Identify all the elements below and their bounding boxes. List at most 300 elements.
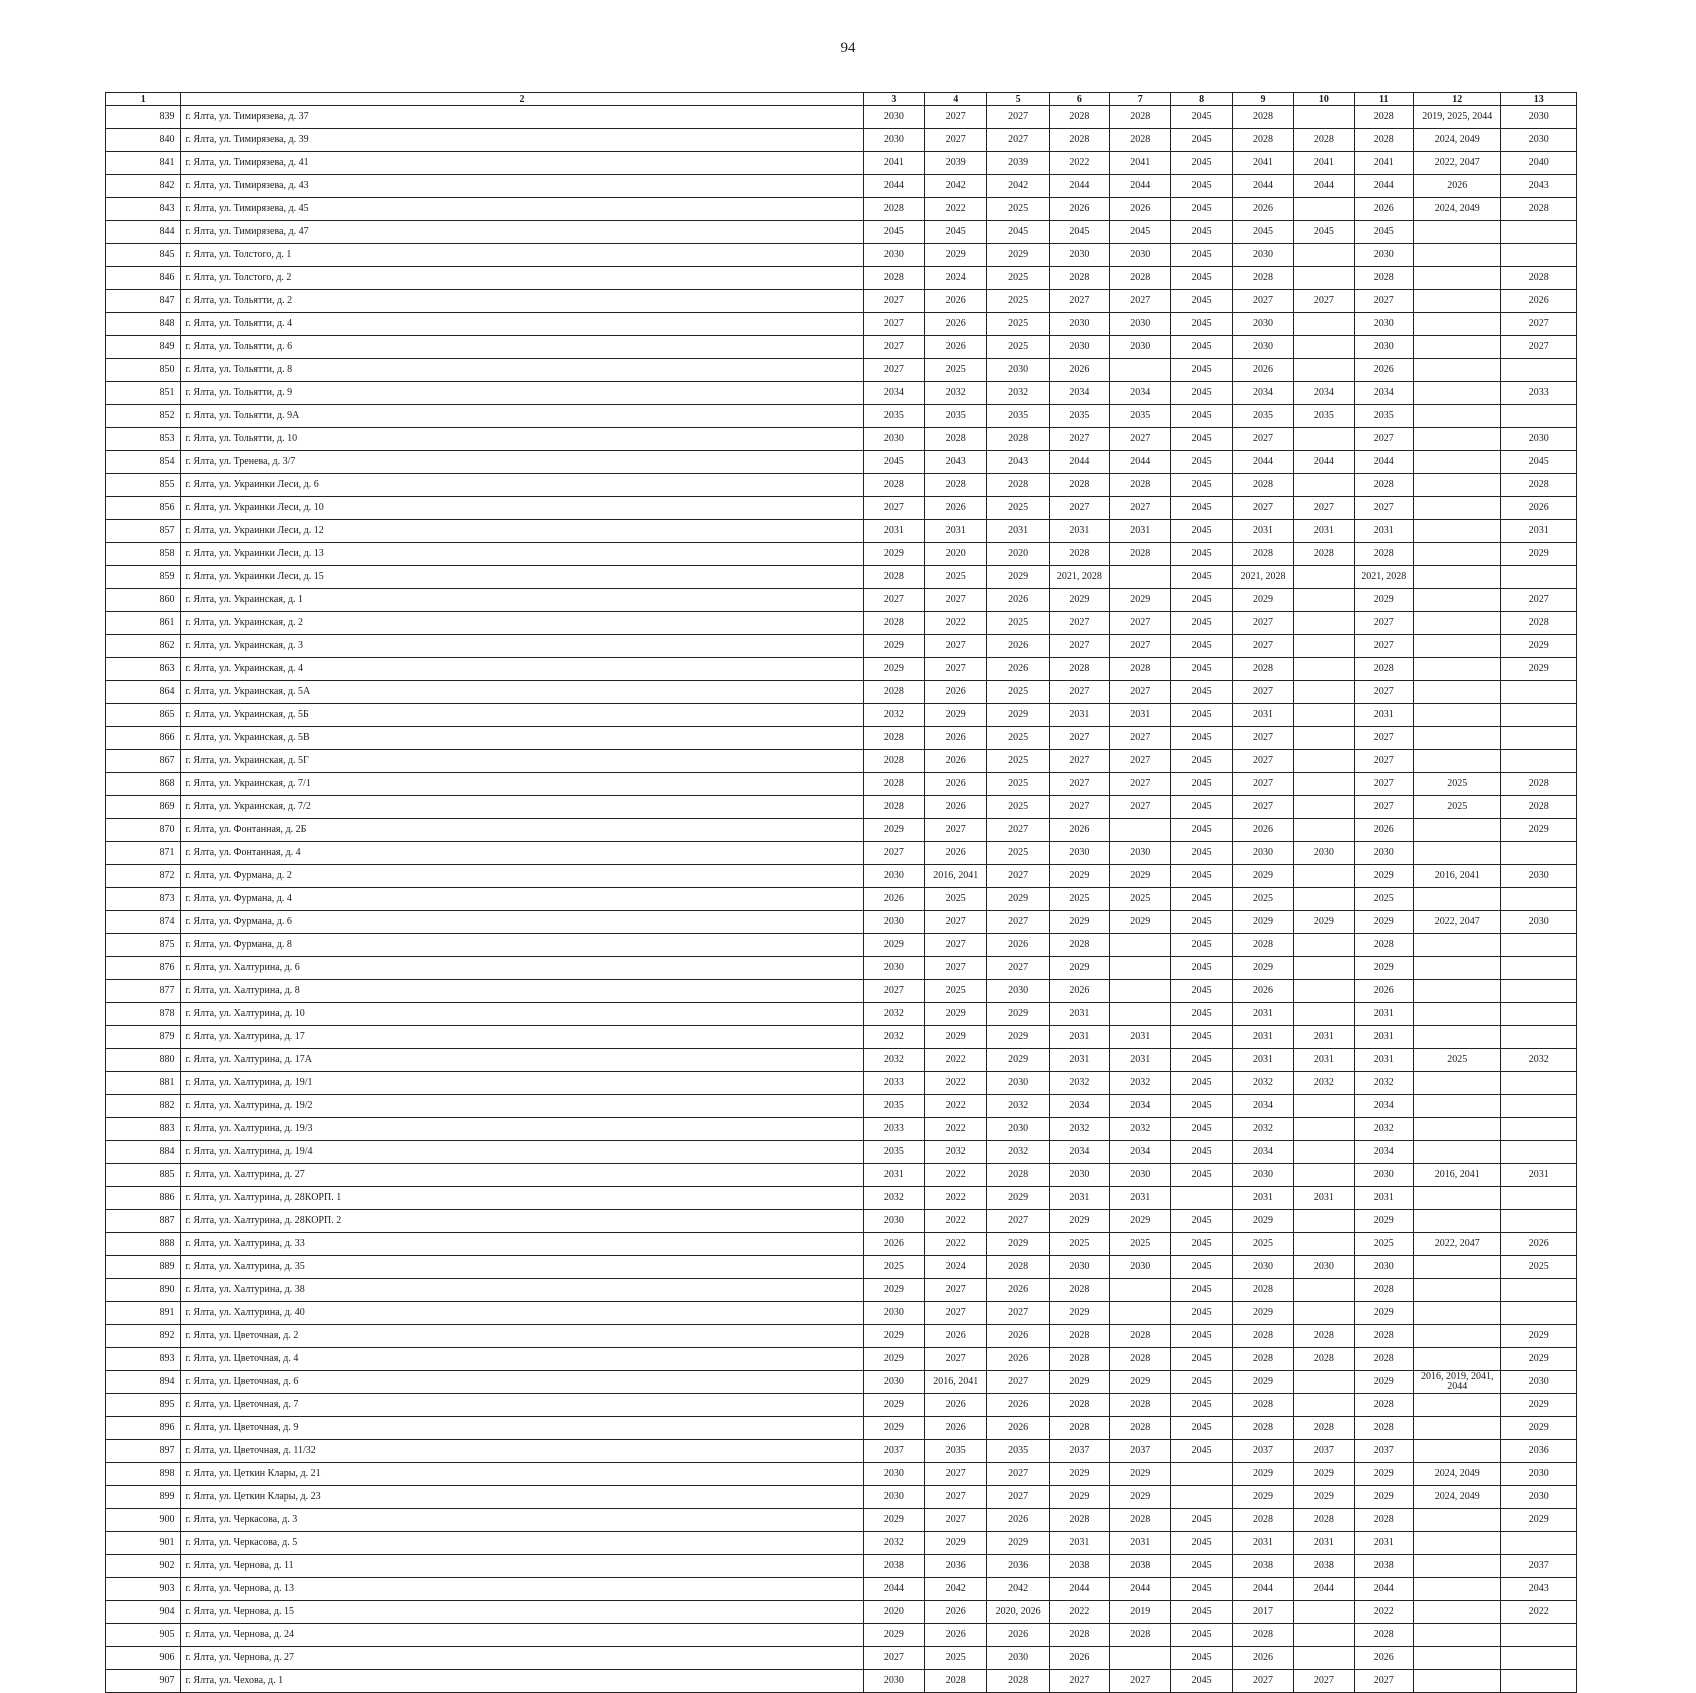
year-cell bbox=[1413, 474, 1501, 497]
year-cell: 2026 bbox=[1049, 198, 1109, 221]
year-cell: 2027 bbox=[925, 106, 987, 129]
year-cell bbox=[1413, 1003, 1501, 1026]
year-cell: 2045 bbox=[1171, 934, 1232, 957]
year-cell: 2045 bbox=[1171, 658, 1232, 681]
year-cell: 2028 bbox=[1049, 1624, 1109, 1647]
year-cell bbox=[1294, 727, 1354, 750]
year-cell: 2027 bbox=[925, 589, 987, 612]
year-cell bbox=[1413, 497, 1501, 520]
year-cell: 2031 bbox=[1049, 1003, 1109, 1026]
year-cell: 2030 bbox=[1232, 1256, 1293, 1279]
row-number-cell: 849 bbox=[106, 336, 181, 359]
address-cell: г. Ялта, ул. Халтурина, д. 17 bbox=[181, 1026, 863, 1049]
year-cell: 2029 bbox=[1049, 1302, 1109, 1325]
row-number-cell: 897 bbox=[106, 1440, 181, 1463]
row-number-cell: 870 bbox=[106, 819, 181, 842]
table-row bbox=[106, 1509, 1577, 1532]
year-cell: 2045 bbox=[1171, 543, 1232, 566]
year-cell bbox=[1294, 888, 1354, 911]
page-number: 94 bbox=[840, 40, 856, 56]
year-cell: 2030 bbox=[1501, 129, 1577, 152]
year-cell: 2027 bbox=[1049, 428, 1109, 451]
table-row bbox=[106, 681, 1577, 704]
year-cell bbox=[1110, 819, 1171, 842]
year-cell: 2020, 2026 bbox=[987, 1601, 1049, 1624]
year-cell bbox=[1501, 244, 1577, 267]
year-cell bbox=[1501, 681, 1577, 704]
year-cell bbox=[1294, 244, 1354, 267]
row-number-cell: 902 bbox=[106, 1555, 181, 1578]
year-cell: 2035 bbox=[1232, 405, 1293, 428]
row-number-cell: 841 bbox=[106, 152, 181, 175]
year-cell bbox=[1294, 658, 1354, 681]
year-cell: 2034 bbox=[1354, 1141, 1413, 1164]
year-cell: 2027 bbox=[1354, 290, 1413, 313]
year-cell: 2045 bbox=[1171, 405, 1232, 428]
table-row bbox=[106, 543, 1577, 566]
year-cell: 2045 bbox=[1232, 221, 1293, 244]
year-cell: 2021, 2028 bbox=[1049, 566, 1109, 589]
year-cell: 2020 bbox=[925, 543, 987, 566]
year-cell: 2037 bbox=[1049, 1440, 1109, 1463]
table-row bbox=[106, 888, 1577, 911]
year-cell bbox=[1413, 1118, 1501, 1141]
year-cell: 2029 bbox=[1232, 1463, 1293, 1486]
row-number-cell: 901 bbox=[106, 1532, 181, 1555]
address-cell: г. Ялта, ул. Черкасова, д. 3 bbox=[181, 1509, 863, 1532]
year-cell: 2045 bbox=[863, 221, 924, 244]
table-row bbox=[106, 359, 1577, 382]
year-cell: 2027 bbox=[1049, 612, 1109, 635]
year-cell: 2045 bbox=[1171, 198, 1232, 221]
year-cell: 2045 bbox=[1049, 221, 1109, 244]
row-number-cell: 878 bbox=[106, 1003, 181, 1026]
year-cell: 2025 bbox=[1232, 1233, 1293, 1256]
year-cell: 2035 bbox=[863, 405, 924, 428]
year-cell: 2028 bbox=[1501, 796, 1577, 819]
year-cell bbox=[1413, 957, 1501, 980]
year-cell bbox=[1501, 1624, 1577, 1647]
year-cell: 2022 bbox=[1501, 1601, 1577, 1624]
row-number-cell: 899 bbox=[106, 1486, 181, 1509]
year-cell: 2027 bbox=[863, 359, 924, 382]
year-cell: 2030 bbox=[863, 1210, 924, 1233]
year-cell: 2037 bbox=[1110, 1440, 1171, 1463]
year-cell: 2032 bbox=[1501, 1049, 1577, 1072]
row-number-cell: 883 bbox=[106, 1118, 181, 1141]
year-cell: 2031 bbox=[1354, 1003, 1413, 1026]
year-cell: 2030 bbox=[987, 1647, 1049, 1670]
year-cell: 2030 bbox=[987, 1118, 1049, 1141]
year-cell: 2029 bbox=[925, 1532, 987, 1555]
year-cell: 2022 bbox=[925, 198, 987, 221]
year-cell bbox=[1413, 888, 1501, 911]
year-cell: 2029 bbox=[925, 244, 987, 267]
year-cell: 2034 bbox=[1232, 1095, 1293, 1118]
year-cell bbox=[1413, 382, 1501, 405]
year-cell: 2035 bbox=[987, 405, 1049, 428]
year-cell bbox=[1294, 1164, 1354, 1187]
year-cell: 2045 bbox=[1171, 497, 1232, 520]
year-cell: 2026 bbox=[987, 658, 1049, 681]
year-cell: 2028 bbox=[987, 1164, 1049, 1187]
row-number-cell: 886 bbox=[106, 1187, 181, 1210]
year-cell bbox=[1501, 1302, 1577, 1325]
year-cell bbox=[1413, 520, 1501, 543]
year-cell: 2042 bbox=[987, 1578, 1049, 1601]
year-cell: 2029 bbox=[1294, 1486, 1354, 1509]
year-cell: 2030 bbox=[1232, 842, 1293, 865]
year-cell: 2028 bbox=[987, 474, 1049, 497]
year-cell: 2027 bbox=[925, 1302, 987, 1325]
year-cell: 2041 bbox=[1232, 152, 1293, 175]
year-cell: 2025 bbox=[987, 336, 1049, 359]
year-cell: 2030 bbox=[1110, 336, 1171, 359]
year-cell: 2045 bbox=[1171, 635, 1232, 658]
year-cell: 2028 bbox=[863, 566, 924, 589]
year-cell: 2034 bbox=[1110, 1141, 1171, 1164]
year-cell: 2034 bbox=[1049, 1141, 1109, 1164]
year-cell: 2045 bbox=[1171, 474, 1232, 497]
row-number-cell: 888 bbox=[106, 1233, 181, 1256]
table-row bbox=[106, 1486, 1577, 1509]
row-number-cell: 853 bbox=[106, 428, 181, 451]
year-cell: 2028 bbox=[1110, 106, 1171, 129]
address-cell: г. Ялта, ул. Халтурина, д. 33 bbox=[181, 1233, 863, 1256]
year-cell bbox=[1501, 1187, 1577, 1210]
table-row bbox=[106, 865, 1577, 888]
year-cell: 2027 bbox=[1354, 1670, 1413, 1693]
year-cell: 2028 bbox=[1232, 1348, 1293, 1371]
year-cell: 2038 bbox=[1049, 1555, 1109, 1578]
year-cell: 2028 bbox=[925, 1670, 987, 1693]
year-cell: 2028 bbox=[863, 773, 924, 796]
year-cell: 2028 bbox=[1049, 1279, 1109, 1302]
year-cell: 2031 bbox=[1354, 520, 1413, 543]
row-number-cell: 892 bbox=[106, 1325, 181, 1348]
year-cell: 2026 bbox=[925, 290, 987, 313]
year-cell: 2027 bbox=[987, 1210, 1049, 1233]
table-row bbox=[106, 1555, 1577, 1578]
year-cell: 2026 bbox=[1354, 819, 1413, 842]
row-number-cell: 867 bbox=[106, 750, 181, 773]
year-cell: 2027 bbox=[1501, 589, 1577, 612]
year-cell: 2027 bbox=[1110, 635, 1171, 658]
year-cell: 2045 bbox=[1171, 1118, 1232, 1141]
year-cell bbox=[1501, 566, 1577, 589]
year-cell bbox=[1294, 819, 1354, 842]
year-cell: 2028 bbox=[1232, 267, 1293, 290]
year-cell bbox=[1413, 543, 1501, 566]
year-cell bbox=[1294, 1601, 1354, 1624]
year-cell: 2045 bbox=[1110, 221, 1171, 244]
year-cell bbox=[1294, 773, 1354, 796]
row-number-cell: 903 bbox=[106, 1578, 181, 1601]
year-cell: 2029 bbox=[863, 1624, 924, 1647]
address-cell: г. Ялта, ул. Украинская, д. 4 bbox=[181, 658, 863, 681]
year-cell: 2038 bbox=[1232, 1555, 1293, 1578]
year-cell: 2043 bbox=[1501, 175, 1577, 198]
year-cell: 2045 bbox=[1171, 842, 1232, 865]
year-cell: 2030 bbox=[1501, 106, 1577, 129]
year-cell: 2026 bbox=[1354, 198, 1413, 221]
year-cell: 2045 bbox=[1171, 267, 1232, 290]
year-cell: 2022 bbox=[925, 1210, 987, 1233]
table-row bbox=[106, 520, 1577, 543]
year-cell: 2026 bbox=[925, 313, 987, 336]
year-cell: 2034 bbox=[1294, 382, 1354, 405]
year-cell bbox=[1294, 313, 1354, 336]
year-cell: 2032 bbox=[1354, 1118, 1413, 1141]
row-number-cell: 842 bbox=[106, 175, 181, 198]
year-cell: 2030 bbox=[1501, 1486, 1577, 1509]
year-cell: 2026 bbox=[987, 589, 1049, 612]
year-cell: 2030 bbox=[987, 980, 1049, 1003]
year-cell: 2037 bbox=[1354, 1440, 1413, 1463]
year-cell: 2026 bbox=[925, 842, 987, 865]
year-cell bbox=[1413, 428, 1501, 451]
year-cell bbox=[1413, 1095, 1501, 1118]
address-cell: г. Ялта, ул. Украинская, д. 7/2 bbox=[181, 796, 863, 819]
table-row bbox=[106, 313, 1577, 336]
year-cell: 2045 bbox=[1171, 1509, 1232, 1532]
year-cell: 2028 bbox=[1354, 129, 1413, 152]
row-number-cell: 845 bbox=[106, 244, 181, 267]
year-cell: 2030 bbox=[1501, 865, 1577, 888]
year-cell: 2045 bbox=[1171, 221, 1232, 244]
year-cell: 2025 bbox=[1413, 1049, 1501, 1072]
year-cell: 2027 bbox=[925, 1348, 987, 1371]
year-cell: 2026 bbox=[1501, 1233, 1577, 1256]
year-cell bbox=[1413, 1532, 1501, 1555]
year-cell: 2029 bbox=[1501, 635, 1577, 658]
column-header: 12 bbox=[1413, 93, 1501, 106]
year-cell: 2027 bbox=[1110, 428, 1171, 451]
year-cell bbox=[1294, 1371, 1354, 1394]
year-cell: 2034 bbox=[1354, 1095, 1413, 1118]
year-cell: 2028 bbox=[1049, 934, 1109, 957]
table-row bbox=[106, 474, 1577, 497]
year-cell bbox=[1294, 566, 1354, 589]
year-cell: 2028 bbox=[1049, 267, 1109, 290]
year-cell: 2045 bbox=[1171, 681, 1232, 704]
table-row bbox=[106, 129, 1577, 152]
year-cell: 2028 bbox=[925, 474, 987, 497]
year-cell: 2045 bbox=[1171, 727, 1232, 750]
column-header: 13 bbox=[1501, 93, 1577, 106]
year-cell: 2028 bbox=[1232, 934, 1293, 957]
year-cell: 2027 bbox=[1232, 1670, 1293, 1693]
year-cell bbox=[1501, 1003, 1577, 1026]
year-cell: 2032 bbox=[1110, 1118, 1171, 1141]
year-cell bbox=[1294, 336, 1354, 359]
year-cell: 2028 bbox=[1110, 1348, 1171, 1371]
year-cell: 2028 bbox=[1501, 612, 1577, 635]
year-cell: 2027 bbox=[1232, 796, 1293, 819]
year-cell: 2036 bbox=[987, 1555, 1049, 1578]
year-cell: 2030 bbox=[863, 1486, 924, 1509]
address-cell: г. Ялта, ул. Фурмана, д. 6 bbox=[181, 911, 863, 934]
row-number-cell: 873 bbox=[106, 888, 181, 911]
address-cell: г. Ялта, ул. Тольятти, д. 6 bbox=[181, 336, 863, 359]
year-cell: 2024, 2049 bbox=[1413, 1486, 1501, 1509]
year-cell bbox=[1110, 359, 1171, 382]
column-header: 3 bbox=[863, 93, 924, 106]
year-cell: 2033 bbox=[863, 1072, 924, 1095]
row-number-cell: 843 bbox=[106, 198, 181, 221]
year-cell: 2027 bbox=[1049, 290, 1109, 313]
year-cell: 2029 bbox=[1294, 1463, 1354, 1486]
row-number-cell: 896 bbox=[106, 1417, 181, 1440]
year-cell: 2027 bbox=[1110, 612, 1171, 635]
year-cell: 2029 bbox=[1294, 911, 1354, 934]
row-number-cell: 854 bbox=[106, 451, 181, 474]
year-cell: 2029 bbox=[863, 658, 924, 681]
year-cell: 2045 bbox=[1171, 773, 1232, 796]
year-cell bbox=[1413, 1555, 1501, 1578]
year-cell: 2027 bbox=[1354, 635, 1413, 658]
year-cell: 2041 bbox=[1110, 152, 1171, 175]
row-number-cell: 881 bbox=[106, 1072, 181, 1095]
year-cell: 2031 bbox=[1294, 1026, 1354, 1049]
row-number-cell: 865 bbox=[106, 704, 181, 727]
year-cell bbox=[1294, 635, 1354, 658]
year-cell: 2036 bbox=[1501, 1440, 1577, 1463]
data-table bbox=[105, 92, 1577, 1693]
column-header: 2 bbox=[181, 93, 863, 106]
year-cell: 2033 bbox=[863, 1118, 924, 1141]
year-cell: 2026 bbox=[1501, 497, 1577, 520]
year-cell: 2027 bbox=[1110, 773, 1171, 796]
table-row bbox=[106, 267, 1577, 290]
address-cell: г. Ялта, ул. Тренева, д. 3/7 bbox=[181, 451, 863, 474]
address-cell: г. Ялта, ул. Тольятти, д. 9А bbox=[181, 405, 863, 428]
row-number-cell: 862 bbox=[106, 635, 181, 658]
year-cell bbox=[1294, 865, 1354, 888]
column-header: 10 bbox=[1294, 93, 1354, 106]
year-cell: 2028 bbox=[1294, 543, 1354, 566]
year-cell: 2030 bbox=[863, 1302, 924, 1325]
year-cell bbox=[1413, 405, 1501, 428]
address-cell: г. Ялта, ул. Черкасова, д. 5 bbox=[181, 1532, 863, 1555]
year-cell bbox=[1110, 1003, 1171, 1026]
year-cell: 2038 bbox=[1110, 1555, 1171, 1578]
year-cell: 2027 bbox=[863, 589, 924, 612]
year-cell: 2027 bbox=[987, 819, 1049, 842]
year-cell: 2032 bbox=[1354, 1072, 1413, 1095]
year-cell: 2022 bbox=[925, 1164, 987, 1187]
table-row bbox=[106, 175, 1577, 198]
year-cell: 2032 bbox=[987, 1095, 1049, 1118]
year-cell: 2027 bbox=[1110, 1670, 1171, 1693]
year-cell: 2025 bbox=[1413, 773, 1501, 796]
year-cell: 2037 bbox=[1294, 1440, 1354, 1463]
year-cell bbox=[1501, 842, 1577, 865]
year-cell: 2027 bbox=[987, 129, 1049, 152]
year-cell bbox=[1501, 957, 1577, 980]
year-cell: 2037 bbox=[1501, 1555, 1577, 1578]
year-cell: 2030 bbox=[1354, 244, 1413, 267]
year-cell: 2031 bbox=[1232, 1049, 1293, 1072]
year-cell bbox=[1413, 566, 1501, 589]
year-cell: 2029 bbox=[863, 635, 924, 658]
year-cell: 2029 bbox=[1501, 819, 1577, 842]
table-row bbox=[106, 1095, 1577, 1118]
year-cell: 2016, 2041 bbox=[925, 1371, 987, 1394]
year-cell: 2028 bbox=[1294, 1348, 1354, 1371]
year-cell: 2034 bbox=[1110, 1095, 1171, 1118]
table-row bbox=[106, 336, 1577, 359]
year-cell: 2022 bbox=[925, 612, 987, 635]
year-cell: 2045 bbox=[1171, 1026, 1232, 1049]
year-cell: 2025 bbox=[1110, 888, 1171, 911]
year-cell: 2031 bbox=[1049, 520, 1109, 543]
table-row bbox=[106, 1532, 1577, 1555]
year-cell: 2022 bbox=[925, 1187, 987, 1210]
year-cell: 2029 bbox=[1354, 957, 1413, 980]
year-cell: 2026 bbox=[1232, 980, 1293, 1003]
address-cell: г. Ялта, ул. Цветочная, д. 4 bbox=[181, 1348, 863, 1371]
year-cell: 2035 bbox=[925, 405, 987, 428]
year-cell: 2027 bbox=[987, 957, 1049, 980]
year-cell: 2038 bbox=[863, 1555, 924, 1578]
year-cell bbox=[1294, 1003, 1354, 1026]
table-row bbox=[106, 796, 1577, 819]
year-cell: 2026 bbox=[1501, 290, 1577, 313]
year-cell: 2028 bbox=[1294, 1325, 1354, 1348]
year-cell: 2027 bbox=[925, 658, 987, 681]
year-cell: 2032 bbox=[925, 382, 987, 405]
row-number-cell: 890 bbox=[106, 1279, 181, 1302]
address-cell: г. Ялта, ул. Украинки Леси, д. 15 bbox=[181, 566, 863, 589]
year-cell: 2045 bbox=[1171, 359, 1232, 382]
year-cell bbox=[1413, 934, 1501, 957]
year-cell: 2030 bbox=[863, 244, 924, 267]
year-cell: 2028 bbox=[1049, 106, 1109, 129]
year-cell: 2029 bbox=[863, 1279, 924, 1302]
table-row bbox=[106, 819, 1577, 842]
year-cell bbox=[1294, 957, 1354, 980]
year-cell: 2026 bbox=[987, 1624, 1049, 1647]
year-cell: 2021, 2028 bbox=[1354, 566, 1413, 589]
year-cell: 2025 bbox=[987, 796, 1049, 819]
year-cell: 2029 bbox=[987, 1233, 1049, 1256]
year-cell bbox=[1294, 474, 1354, 497]
year-cell: 2045 bbox=[1171, 1003, 1232, 1026]
row-number-cell: 875 bbox=[106, 934, 181, 957]
year-cell: 2029 bbox=[1232, 1210, 1293, 1233]
row-number-cell: 880 bbox=[106, 1049, 181, 1072]
year-cell: 2032 bbox=[1232, 1118, 1293, 1141]
year-cell: 2045 bbox=[1171, 313, 1232, 336]
year-cell: 2029 bbox=[987, 1026, 1049, 1049]
address-cell: г. Ялта, ул. Украинская, д. 2 bbox=[181, 612, 863, 635]
year-cell: 2027 bbox=[925, 1486, 987, 1509]
year-cell: 2045 bbox=[1171, 888, 1232, 911]
year-cell: 2031 bbox=[1110, 1026, 1171, 1049]
year-cell: 2027 bbox=[1049, 1670, 1109, 1693]
year-cell: 2027 bbox=[1232, 681, 1293, 704]
year-cell: 2028 bbox=[1049, 658, 1109, 681]
year-cell: 2025 bbox=[987, 290, 1049, 313]
year-cell: 2034 bbox=[1232, 1141, 1293, 1164]
year-cell: 2028 bbox=[987, 1256, 1049, 1279]
year-cell: 2045 bbox=[1171, 382, 1232, 405]
year-cell: 2030 bbox=[1354, 313, 1413, 336]
year-cell: 2030 bbox=[863, 957, 924, 980]
row-number-cell: 861 bbox=[106, 612, 181, 635]
year-cell: 2027 bbox=[1232, 635, 1293, 658]
